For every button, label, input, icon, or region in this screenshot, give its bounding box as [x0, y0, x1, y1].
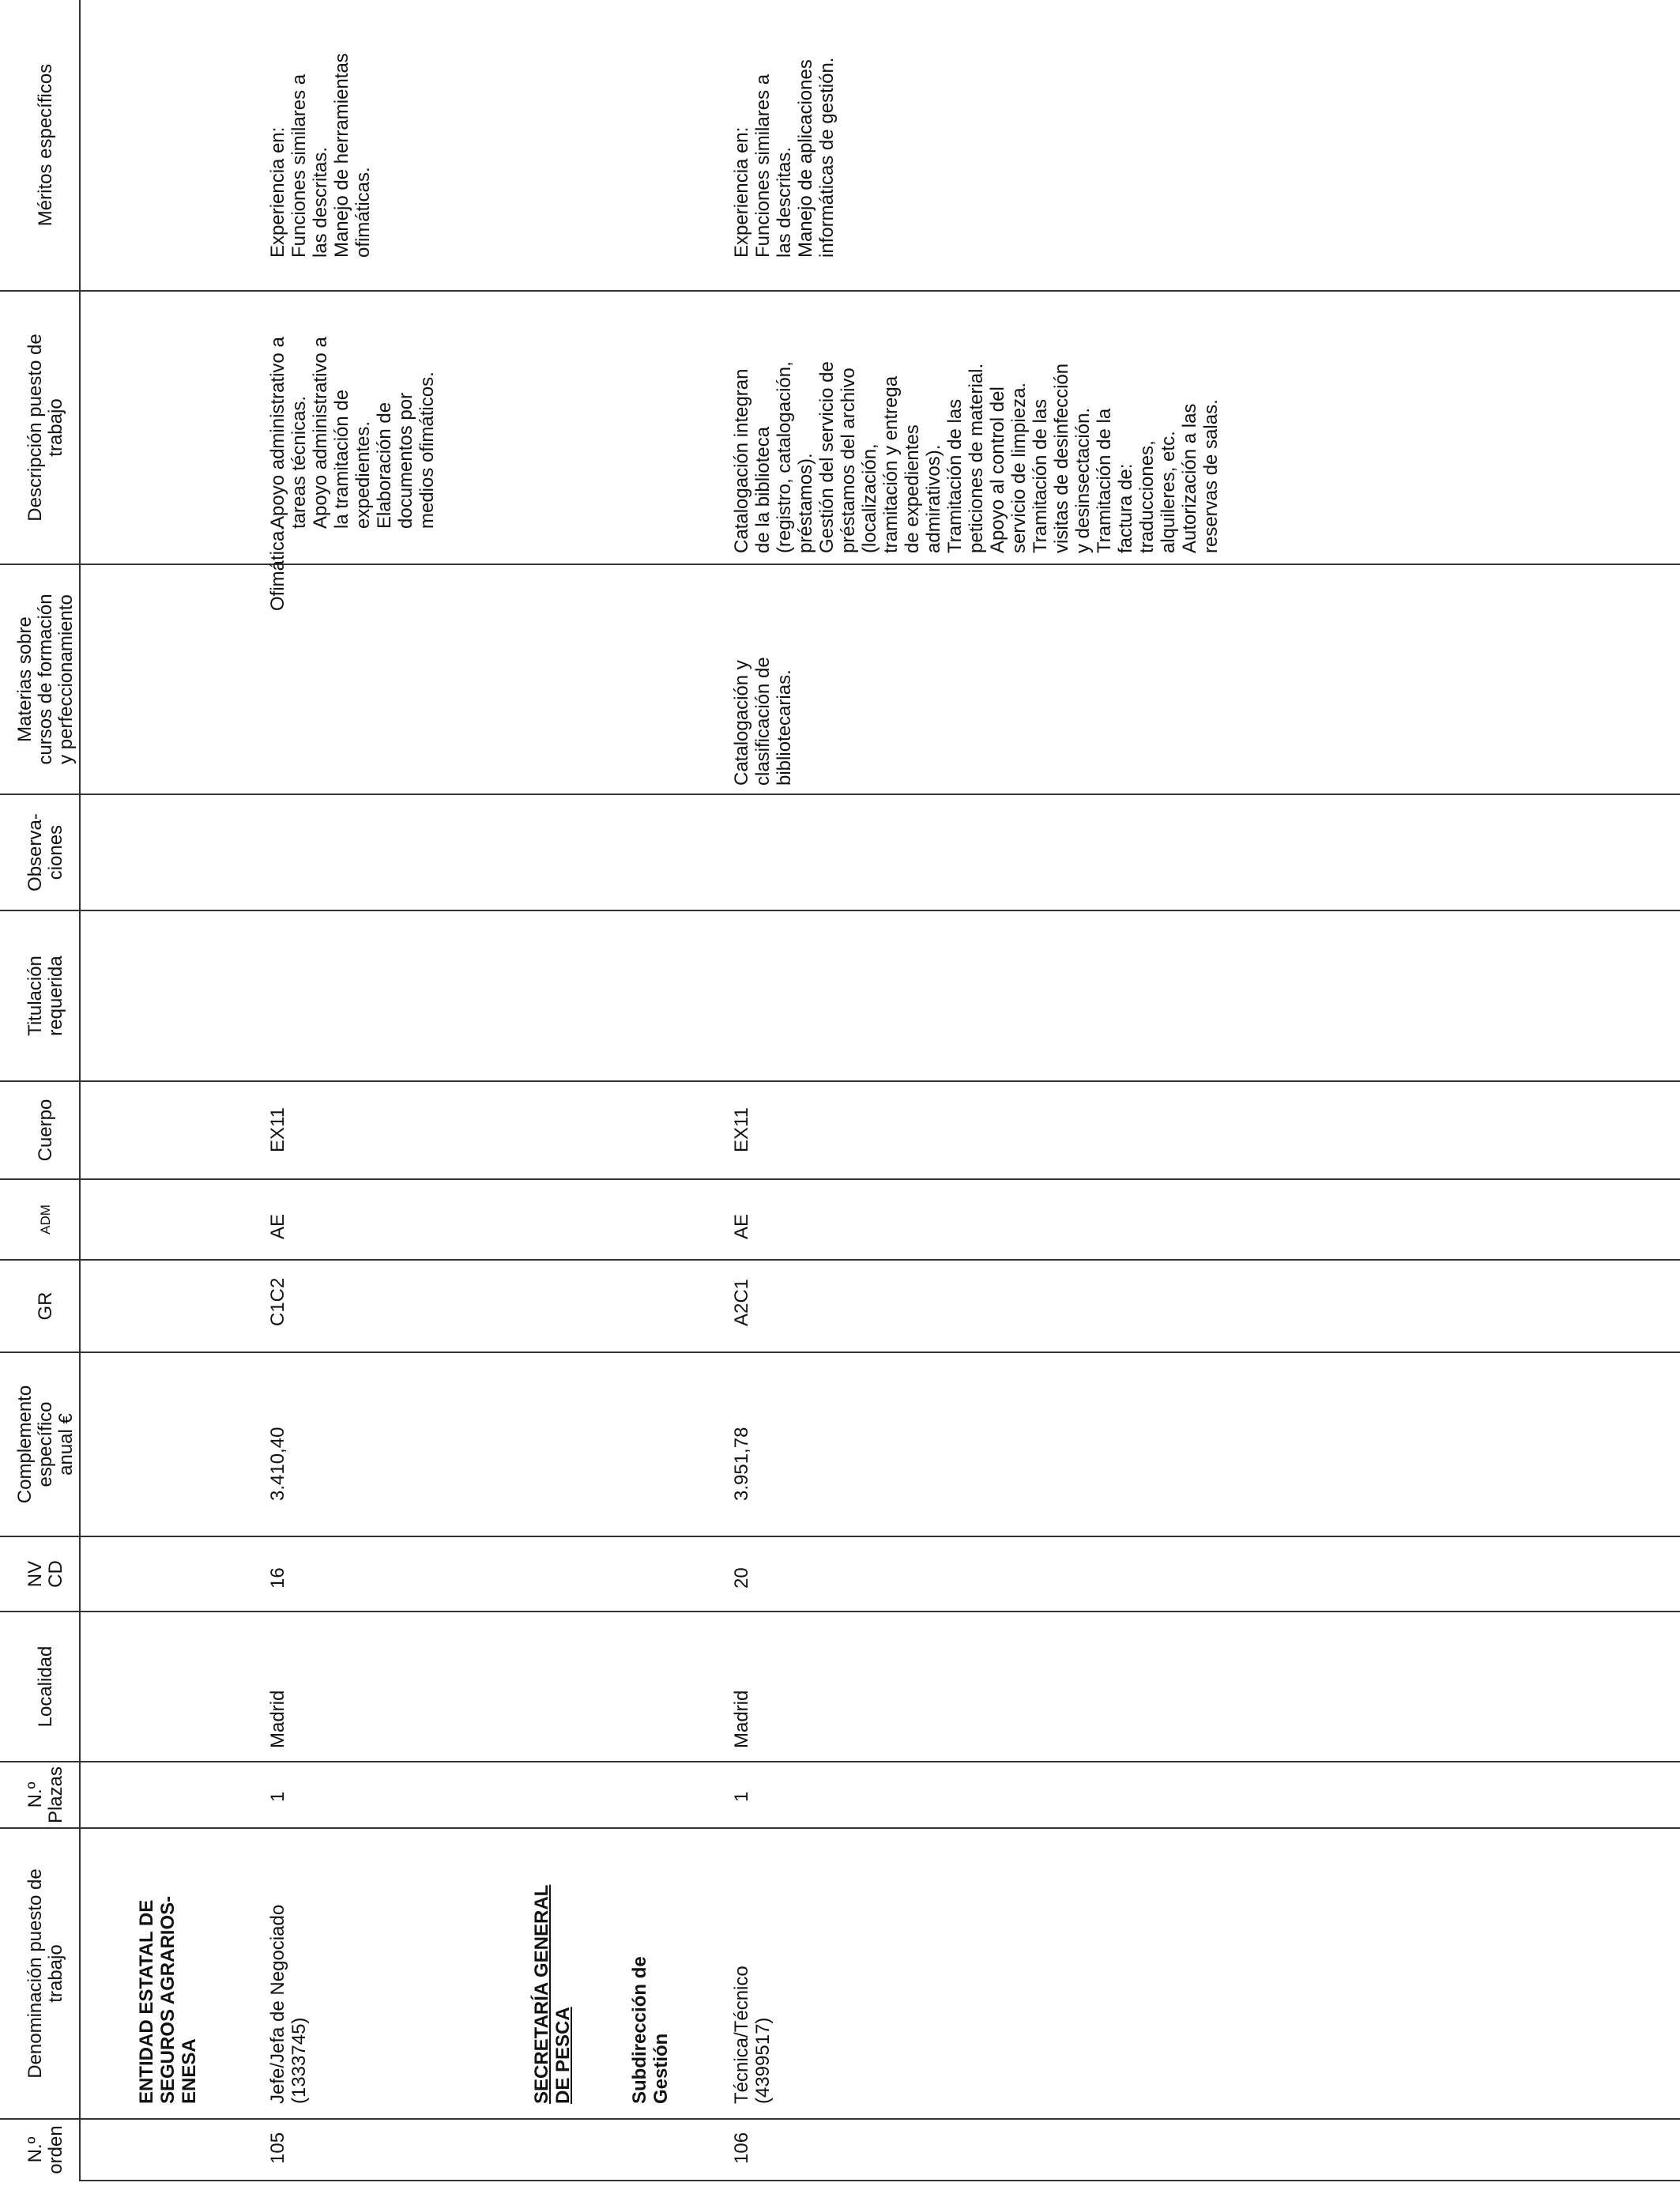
header-grupo: GR [35, 1291, 56, 1321]
section-subdireccion: Subdirección de Gestión [629, 1956, 672, 2104]
row-105-localidad: Madrid [267, 1690, 288, 1748]
header-complemento: Complemento específico anual € [14, 1385, 77, 1504]
row-106-plazas: 1 [731, 1791, 752, 1802]
row-106-merito-1: Experiencia en: [731, 126, 752, 258]
row-106-desc-3: Tramitación de las peticiones de material. [944, 363, 987, 553]
row-106-orden: 106 [731, 2132, 752, 2164]
col-sep-12 [0, 564, 1680, 565]
row-105-adm: AE [267, 1213, 288, 1239]
col-sep-1 [0, 2118, 1680, 2120]
header-cuerpo: Cuerpo [35, 1099, 56, 1162]
row-106-denominacion: Técnica/Técnico (4399517) [731, 1966, 774, 2104]
header-meritos: Méritos específicos [35, 63, 56, 227]
row-106-merito-2: Funciones similares a las descritas. [752, 74, 795, 258]
row-106-localidad: Madrid [731, 1690, 752, 1748]
row-105-complemento: 3.410,40 [267, 1427, 288, 1501]
row-106-desc-7: Autorización a las reservas de salas. [1179, 399, 1222, 553]
col-sep-9 [0, 1080, 1680, 1082]
row-105-merito-1: Experiencia en: [267, 126, 288, 258]
row-105-nivel: 16 [267, 1567, 288, 1589]
row-106-adm: AE [731, 1213, 752, 1239]
header-descripcion: Descripción puesto de trabajo [24, 334, 66, 522]
row-106-nivel: 20 [731, 1567, 752, 1589]
row-106-merito-3: Manejo de aplicaciones informáticas de gestión. [795, 57, 838, 258]
left-border [79, 2180, 1680, 2181]
header-adm: ADM [38, 1204, 53, 1235]
row-105-plazas: 1 [267, 1791, 288, 1802]
header-observaciones: Observa- ciones [24, 813, 66, 892]
row-106-cuerpo: EX11 [731, 1107, 752, 1152]
row-105-desc-2: Apoyo administrativo a la tramitación de expedientes. [310, 337, 374, 529]
row-106-complemento: 3.951,78 [731, 1427, 752, 1501]
header-nivel: NV CD [24, 1560, 66, 1588]
section-entidad: ENTIDAD ESTATAL DE SEGUROS AGRARIOS- ENESA [136, 1895, 200, 2104]
header-materias: Materias sobre cursos de formación y perfeccionamiento [14, 594, 77, 765]
row-105-merito-2: Funciones similares a las descritas. [288, 74, 331, 258]
col-sep-5 [0, 1536, 1680, 1537]
header-plazas: N.º Plazas [24, 1766, 66, 1824]
row-105-desc-3: Elaboración de documentos por medios ofimáticos. [374, 371, 438, 529]
row-105-merito-3: Manejo de herramientas ofimáticas. [331, 53, 374, 258]
row-105-materias: Ofimática. [267, 525, 288, 611]
row-105-desc-1: Apoyo administrativo a tareas técnicas. [267, 337, 310, 529]
section-secretaria: SECRETARÍA GENERAL DE PESCA [531, 1884, 574, 2104]
row-106-desc-6: Tramitación de la factura de: traducciones, alquileres, etc. [1094, 408, 1179, 553]
row-106-desc-2: Gestión del servicio de préstamos del archivo (localización, tramitación y entrega de expedientes admirativos). [816, 361, 944, 553]
col-sep-8 [0, 1178, 1680, 1180]
header-orden: N.º orden [24, 2125, 66, 2174]
row-105-cuerpo: EX11 [267, 1107, 288, 1152]
col-sep-13 [0, 290, 1680, 292]
col-sep-3 [0, 1761, 1680, 1762]
col-sep-7 [0, 1259, 1680, 1261]
col-sep-6 [0, 1351, 1680, 1353]
row-105-denominacion: Jefe/Jefa de Negociado (1333745) [267, 1904, 310, 2104]
row-105-orden: 105 [267, 2132, 288, 2164]
header-titulacion: Titulación requerida [24, 956, 66, 1036]
header-denominacion: Denominación puesto de trabajo [24, 1868, 66, 2079]
row-106-desc-4: Apoyo al control del servicio de limpieza. [987, 382, 1030, 553]
header-localidad: Localidad [35, 1646, 56, 1728]
row-106-meritos [731, 5, 838, 258]
col-sep-10 [0, 910, 1680, 911]
col-sep-4 [0, 1611, 1680, 1612]
row-105-grupo: C1C2 [267, 1277, 288, 1326]
row-106-grupo: A2C1 [731, 1278, 752, 1326]
row-105-descripcion [267, 300, 438, 529]
row-106-desc-5: Tramitación de las visitas de desinfección y desinsectación. [1030, 363, 1094, 553]
row-106-materias: Catalogación y clasificación de bibliotecarias. [731, 657, 795, 786]
row-105-meritos [267, 5, 374, 258]
col-sep-2 [0, 1827, 1680, 1829]
row-106-descripcion [731, 300, 1222, 553]
col-sep-11 [0, 794, 1680, 795]
row-106-desc-1: Catalogación integran de la biblioteca (registro, catalogación, préstamos). [731, 361, 816, 553]
